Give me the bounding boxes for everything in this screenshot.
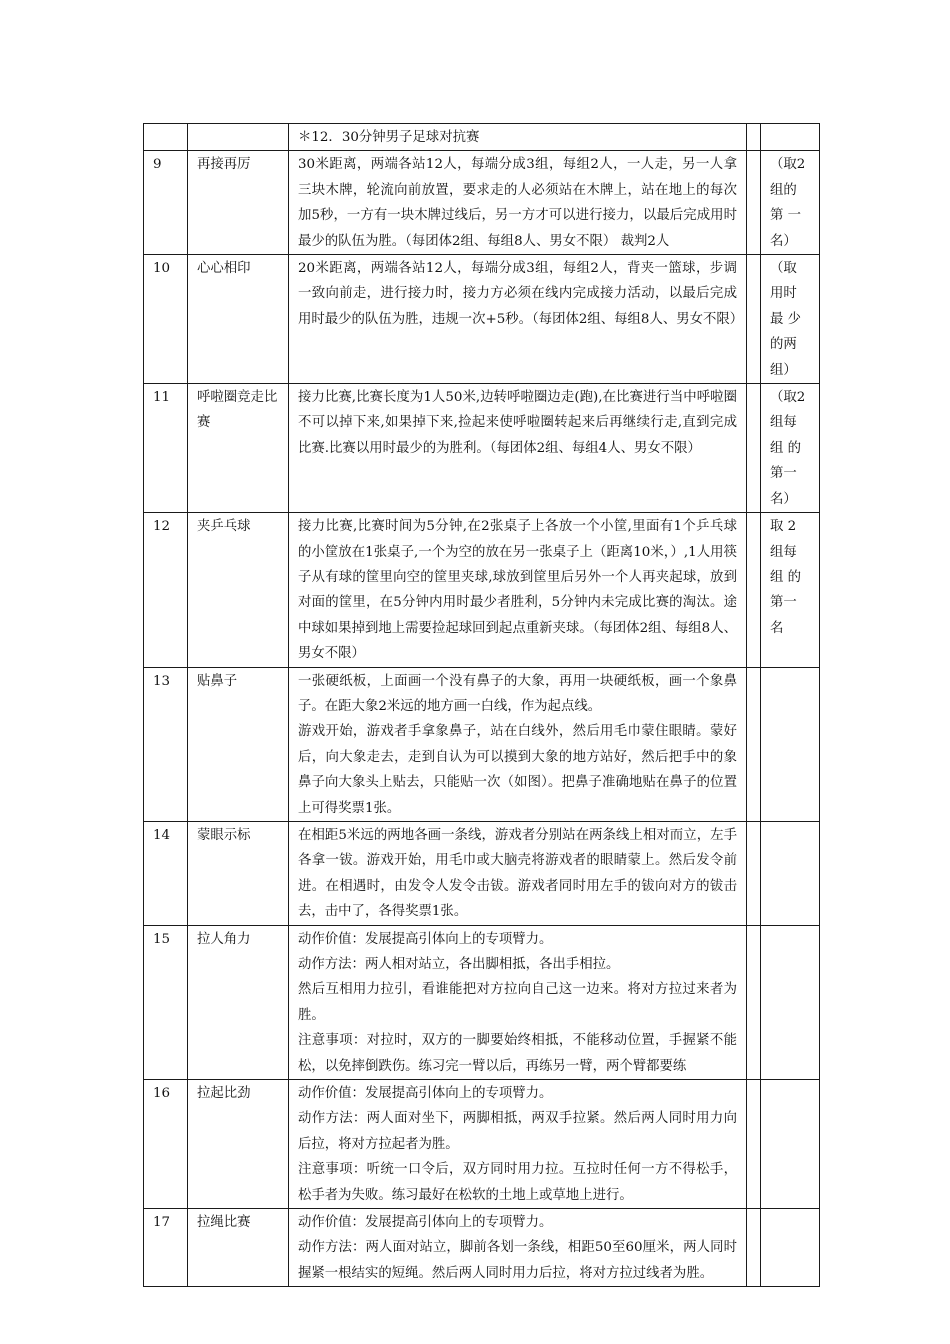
- event-name: 贴鼻子: [188, 667, 289, 821]
- event-description: [289, 1209, 747, 1287]
- spacer-cell: [747, 384, 761, 513]
- spacer-cell: [747, 1080, 761, 1209]
- event-name: 蒙眼示标: [188, 821, 289, 925]
- table-row: [144, 255, 820, 384]
- spacer-cell: [747, 821, 761, 925]
- description-paragraph: 注意事项：对拉时，双方的一脚要始终相抵，不能移动位置，手握紧不能松，以免摔倒跌伤。练习完一臂以后，再练另一臂，两个臂都要练: [298, 1033, 737, 1074]
- event-number: 15: [144, 925, 188, 1079]
- event-number: 9: [144, 151, 188, 255]
- event-name: 夹乒乓球: [188, 513, 289, 667]
- event-description: [289, 1080, 747, 1209]
- description-paragraph: 然后互相用力拉引，看谁能把对方拉向自己这一边来。将对方拉过来者为胜。: [298, 982, 737, 1023]
- award-cell: [761, 1080, 820, 1209]
- event-description: [289, 821, 747, 925]
- table-row: [144, 925, 820, 1079]
- table-row: [144, 667, 820, 821]
- award-cell: [761, 667, 820, 821]
- event-description: [289, 513, 747, 667]
- header-title-cell: [289, 124, 747, 151]
- event-description: [289, 151, 747, 255]
- event-description: [289, 255, 747, 384]
- description-paragraph: 接力比赛,比赛时间为5分钟,在2张桌子上各放一个小筐,里面有1个乒乓球的小筐放在1张桌子,一个为空的放在另一张桌子上（距离10米，）,1人用筷子从有球的筐里向空的筐里夹球,球放到筐里后另外一个人再夹起球，放到对面的筐里，在5分钟内用时最少者胜利，5分钟内未完成比赛的淘汰。途中球如果掉到地上需要捡起球回到起点重新夹球。（每团体2组、每组8人、男女不限）: [298, 519, 737, 662]
- events-table: [143, 123, 820, 1287]
- award-cell: [761, 255, 820, 384]
- table-row: [144, 384, 820, 513]
- event-name: 呼啦圈竞走比赛: [188, 384, 289, 513]
- table-header-row: [144, 124, 820, 151]
- award-text: （取2组每 组 的第一名）: [770, 390, 806, 507]
- table-row: [144, 151, 820, 255]
- description-paragraph: 20米距离，两端各站12人，每端分成3组，每组2人，背夹一篮球，步调一致向前走，进行接力时，接力方必须在线内完成接力活动，以最后完成用时最少的队伍为胜，违规一次+5秒。（每团体2组、每组8人、男女不限）: [298, 261, 744, 327]
- description-paragraph: 动作方法：两人面对站立，脚前各划一条线，相距50至60厘米，两人同时握紧一根结实的短绳。然后两人同时用力后拉，将对方拉过线者为胜。: [298, 1240, 737, 1281]
- award-cell: [761, 513, 820, 667]
- description-paragraph: 动作价值：发展提高引体向上的专项臂力。: [298, 931, 553, 947]
- award-cell: [761, 151, 820, 255]
- award-text: （取用时最 少 的两组）: [770, 261, 802, 378]
- event-name: 拉绳比赛: [188, 1209, 289, 1287]
- event-number: 14: [144, 821, 188, 925]
- description-paragraph: 动作方法：两人相对站立，各出脚相抵，各出手相拉。: [298, 957, 620, 972]
- award-cell: [761, 384, 820, 513]
- event-number: 12: [144, 513, 188, 667]
- event-number: 10: [144, 255, 188, 384]
- award-text: 取 2 组每 组 的第一名: [770, 519, 802, 636]
- award-text: （取2组的 第 一名）: [770, 157, 806, 249]
- table-row: [144, 1209, 820, 1287]
- spacer-cell: [747, 667, 761, 821]
- description-paragraph: 动作方法：两人面对坐下，两脚相抵，两双手拉紧。然后两人同时用力向后拉，将对方拉起者为胜。: [298, 1111, 737, 1152]
- description-paragraph: 30米距离，两端各站12人，每端分成3组，每组2人，一人走，另一人拿三块木牌，轮流向前放置，要求走的人必须站在木牌上，站在地上的每次加5秒，一方有一块木牌过线后，另一方才可以进行接力，以最后完成用时最少的队伍为胜。（每团体2组、每组8人、男女不限） 裁判2人: [298, 157, 737, 249]
- award-cell: [761, 1209, 820, 1287]
- description-paragraph: 在相距5米远的两地各画一条线，游戏者分别站在两条线上相对而立，左手各拿一钹。游戏开始，用毛巾或大脑壳将游戏者的眼睛蒙上。然后发令前进。在相遇时，由发令人发令击钹。游戏者同时用左手的钹向对方的钹击去，击中了，各得奖票1张。: [298, 827, 737, 920]
- spacer-cell: [747, 925, 761, 1079]
- event-name: 心心相印: [188, 255, 289, 384]
- description-paragraph: 注意事项：听统一口令后，双方同时用力拉。互拉时任何一方不得松手，松手者为失败。练习最好在松软的土地上或草地上进行。: [298, 1162, 737, 1203]
- event-number: 17: [144, 1209, 188, 1287]
- header-num-cell: [144, 124, 188, 151]
- spacer-cell: [747, 513, 761, 667]
- description-paragraph: 游戏开始，游戏者手拿象鼻子，站在白线外，然后用毛巾蒙住眼睛。蒙好后，向大象走去，走到自认为可以摸到大象的地方站好，然后把手中的象鼻子向大象头上贴去，只能贴一次（如图）。把鼻子准确地贴在鼻子的位置上可得奖票1张。: [298, 724, 737, 816]
- header-name-cell: [188, 124, 289, 151]
- description-paragraph: 一张硬纸板，上面画一个没有鼻子的大象，再用一块硬纸板，画一个象鼻子。在距大象2米远的地方画一白线，作为起点线。: [298, 673, 737, 714]
- event-description: [289, 384, 747, 513]
- award-cell: [761, 821, 820, 925]
- table-row: [144, 1080, 820, 1209]
- description-paragraph: 动作价值：发展提高引体向上的专项臂力。: [298, 1086, 553, 1102]
- event-name: 再接再厉: [188, 151, 289, 255]
- spacer-cell: [747, 255, 761, 384]
- event-description: [289, 925, 747, 1079]
- table-row: [144, 821, 820, 925]
- event-name: 拉起比劲: [188, 1080, 289, 1209]
- event-name: 拉人角力: [188, 925, 289, 1079]
- header-award-cell: [761, 124, 820, 151]
- header-gap-cell: [747, 124, 761, 151]
- event-title-football: ＊12．30分钟男子足球对抗赛: [298, 130, 480, 145]
- event-description: [289, 667, 747, 821]
- description-paragraph: 动作价值：发展提高引体向上的专项臂力。: [298, 1215, 553, 1231]
- spacer-cell: [747, 151, 761, 255]
- event-number: 13: [144, 667, 188, 821]
- award-cell: [761, 925, 820, 1079]
- event-number: 16: [144, 1080, 188, 1209]
- description-paragraph: 接力比赛,比赛长度为1人50米,边转呼啦圈边走(跑),在比赛进行当中呼啦圈不可以掉下来,如果掉下来,捡起来使呼啦圈转起来后再继续行走,直到完成比赛.比赛以用时最少的为胜利。（每团体2组、每组4人、男女不限）: [298, 390, 737, 456]
- table-row: [144, 513, 820, 667]
- events-table-body: [144, 124, 820, 1287]
- event-number: 11: [144, 384, 188, 513]
- spacer-cell: [747, 1209, 761, 1287]
